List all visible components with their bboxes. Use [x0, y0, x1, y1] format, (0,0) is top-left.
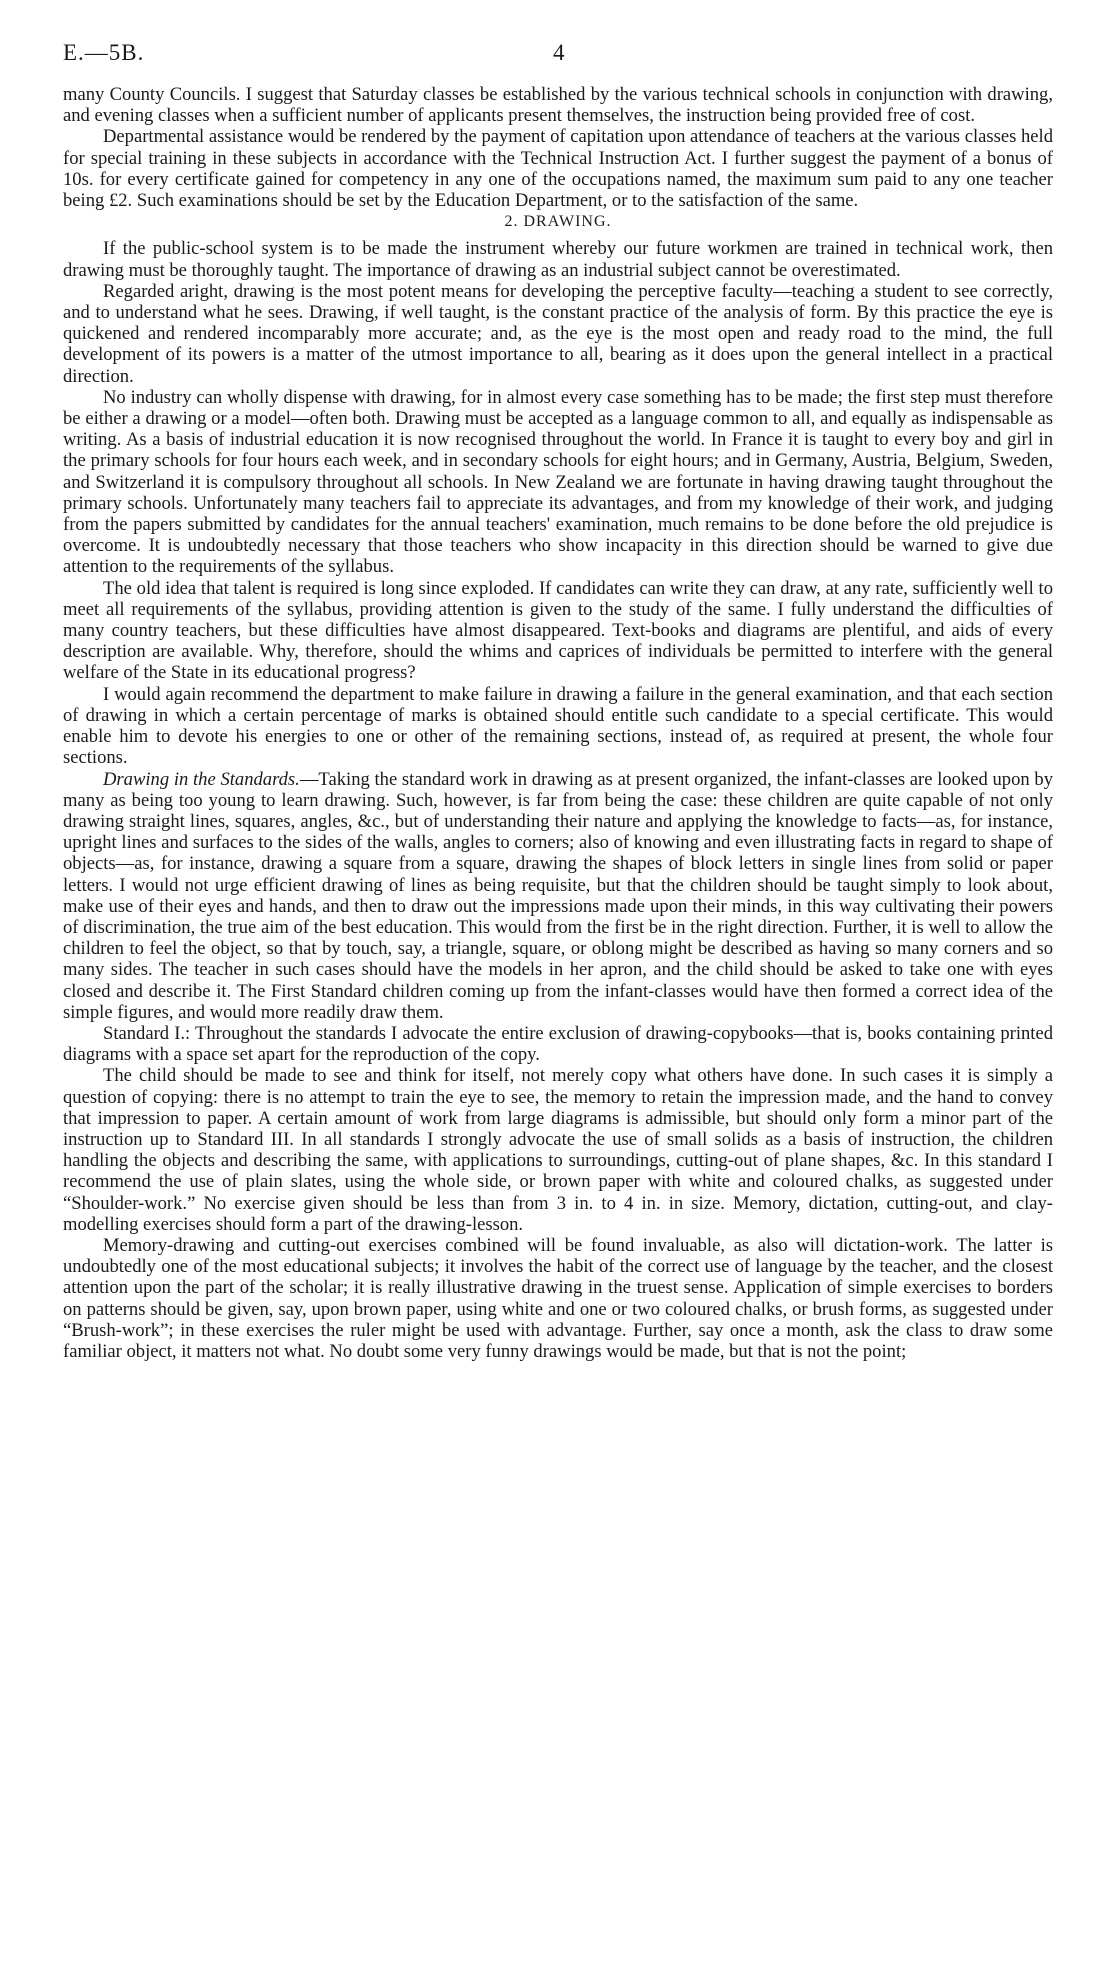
page-header — [63, 40, 1053, 84]
paragraph: The child should be made to see and think for itself, not merely copy what others have done. In such cases it is simply a question of copying: there is no attempt to train the eye to see, the memory to retain the impression made, and the hand to convey that impression to paper. A certain amount of work from large diagrams is admissible, but should only form a minor part of the instruction up to Standard III. In all standards I strongly advocate the use of small solids as a basis of instruction, the children handling the objects and describing the same, with applications to surroundings, cutting-out of plane shapes, &c. In this standard I recommend the use of plain slates, using the whole side, or brown paper with white and coloured chalks, as suggested under “Shoulder-work.” No exercise given should be less than from 3 in. to 4 in. in size. Memory, dictation, cutting-out, and clay-modelling exercises should form a part of the drawing-lesson. — [63, 1065, 1053, 1235]
paragraph: If the public-school system is to be made the instrument whereby our future workmen are trained in technical work, then drawing must be thoroughly taught. The importance of drawing as an industrial subject cannot be overestimated. — [63, 238, 1053, 281]
paragraph: many County Councils. I suggest that Saturday classes be established by the various technical schools in conjunction with drawing, and evening classes when a sufficient number of applicants present themselves, the instruction being provided free of cost. — [63, 84, 1053, 127]
page-number: 4 — [553, 40, 565, 65]
standards-paragraph — [63, 769, 1053, 1023]
section-heading: 2. DRAWING. — [504, 213, 612, 231]
paragraph: Departmental assistance would be rendered by the payment of capitation upon attendance of teachers at the various classes held for special training in these subjects in accordance with the Technical Instruction Act. I further suggest the payment of a bonus of 10s. for every certificate gained for competency in any one of the occupations named, the maximum sum paid to any one teacher being £2. Such examinations should be set by the Education Department, or to the satisfaction of the same. — [63, 126, 1053, 212]
standards-text: —Taking the standard work in drawing as at present organized, the infant-classes are looked upon by many as being too young to learn drawing. Such, however, is far from being the case: these children are quite capable of not only drawing straight lines, squares, angles, &c., but of understanding their nature and applying the knowledge to facts—as, for instance, upright lines and surfaces to the sides of the walls, angles to corners; also of knowing and even illustrating facts in regard to shape of objects—as, for instance, drawing a square from a square, drawing the shapes of block letters in single lines from solid or paper letters. I would not urge efficient drawing of lines as being requisite, but that the children should be taught simply to look about, make use of their eyes and hands, and then to draw out the impressions made upon their minds, in this way cultivating their powers of discrimination, the true aim of the best education. This would from the first be in the right direction. Further, it is well to allow the children to feel the object, so that by touch, say, a triangle, square, or oblong might be described as having so many corners and so many sides. The teacher in such cases should have the models in her apron, and the child should be asked to take one with eyes closed and describe it. The First Standard children coming up from the infant-classes would have then formed a correct idea of the simple figures, and would more readily draw them. — [63, 768, 1054, 1023]
paragraph: No industry can wholly dispense with drawing, for in almost every case something has to be made; the first step must therefore be either a drawing or a model—often both. Drawing must be accepted as a language common to all, and equally as indispensable as writing. As a basis of industrial education it is now recognised throughout the world. In France it is taught to every boy and girl in the primary schools for four hours each week, and in secondary schools for eight hours; and in Germany, Austria, Belgium, Sweden, and Switzerland it is compulsory throughout all schools. In New Zealand we are fortunate in having drawing taught throughout the primary schools. Unfortunately many teachers fail to appreciate its advantages, and from my knowledge of their work, and judging from the papers submitted by candidates for the annual teachers' examination, much remains to be done before the old prejudice is overcome. It is undoubtedly necessary that those teachers who show incapacity in this direction should be warned to give due attention to the requirements of the syllabus. — [63, 386, 1053, 578]
paragraph: The old idea that talent is required is long since exploded. If candidates can write they can draw, at any rate, sufficiently well to meet all requirements of the syllabus, providing attention is given to the study of the same. I fully understand the difficulties of many country teachers, but these difficulties have almost disappeared. Text-books and diagrams are plentiful, and aids of every description are available. Why, therefore, should the whims and caprices of individuals be permitted to interfere with the general welfare of the State in its educational progress? — [63, 577, 1053, 684]
paragraph: Regarded aright, drawing is the most potent means for developing the perceptive faculty—teaching a student to see correctly, and to understand what he sees. Drawing, if well taught, is the constant practice of the analysis of form. By this practice the eye is quickened and rendered incomparably more accurate; and, as the eye is the most open and ready road to the mind, the full development of its powers is a matter of the utmost importance to all, bearing as it does upon the general intellect in a practical direction. — [63, 280, 1053, 387]
document-reference: E.—5B. — [63, 40, 145, 65]
body-text — [63, 84, 1053, 1362]
paragraph: Standard I.: Throughout the standards I advocate the entire exclusion of drawing-copybooks—that is, books containing printed diagrams with a space set apart for the reproduction of the copy. — [63, 1022, 1053, 1066]
standards-lead: Drawing in the Standards. — [103, 768, 300, 790]
paragraph: I would again recommend the department to make failure in drawing a failure in the general examination, and that each section of drawing in which a certain percentage of marks is obtained should entitle such candidate to a special certificate. This would enable him to devote his energies to one or other of the remaining sections, instead of, as required at present, the whole four sections. — [63, 683, 1053, 769]
document-page — [63, 40, 1053, 1362]
paragraph: Memory-drawing and cutting-out exercises combined will be found invaluable, as also will dictation-work. The latter is undoubtedly one of the most educational subjects; it involves the habit of the correct use of language by the teacher, and the closest attention upon the part of the scholar; it is really illustrative drawing in the truest sense. Application of simple exercises to borders on patterns should be given, say, upon brown paper, using white and one or two coloured chalks, or brush forms, as suggested under “Brush-work”; in these exercises the ruler might be used with advantage. Further, say once a month, ask the class to draw some familiar object, it matters not what. No doubt some very funny drawings would be made, but that is not the point; — [63, 1234, 1053, 1362]
